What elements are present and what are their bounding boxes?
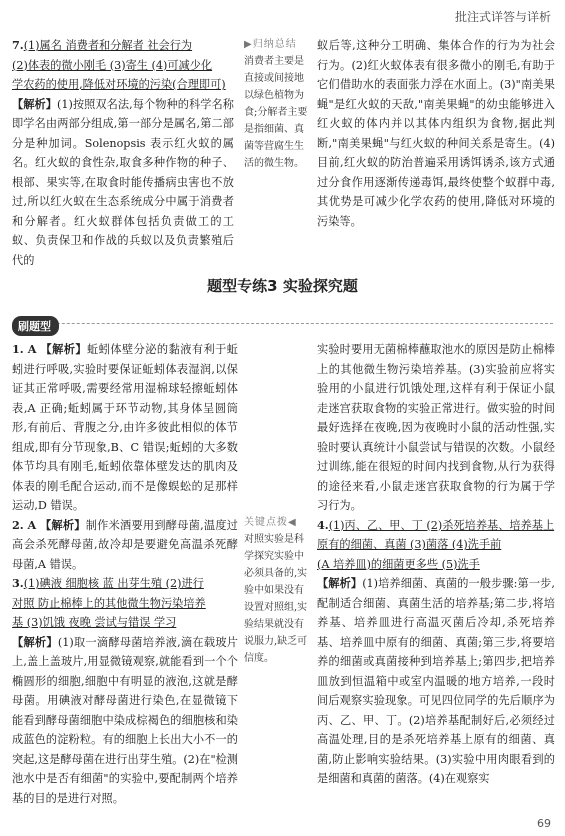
q7-continued — [317, 36, 555, 231]
q4-number: 4. — [317, 517, 329, 532]
q2-analysis-text: 制作米酒要用到酵母菌,温度过高会杀死酵母菌,故冷却是要避免高温杀死酵母菌,A 错误。 — [12, 518, 238, 571]
side-note-key-point-tag: 关键点拨◀ — [244, 517, 297, 528]
q3-analysis-label: 【解析】 — [12, 634, 58, 649]
q3-answer-line2: 对照 防止棉棒上的其他微生物污染培养 — [12, 596, 206, 610]
q7-answer-line1: (1)属名 消费者和分解者 社会行为 — [23, 39, 193, 52]
q2-answer: A — [27, 517, 37, 532]
running-head: 批注式详答与详析 — [454, 10, 551, 24]
side-note-key-point-text: 对照实验是科学探究实验中必须具备的,实验中如果没有设置对照组,实验结果就没有说服力,缺乏可信度。 — [244, 534, 308, 664]
q4-answer-line1: (1)丙、乙、甲、丁 (2)杀死培养基、培养基上 — [328, 518, 555, 532]
side-note-key-point — [244, 514, 308, 667]
q3-number: 3. — [12, 576, 24, 590]
side-note-summary — [244, 36, 308, 172]
side-note-summary-text: 消费者主要是直接或间接地以绿色植物为食;分解者主要是指细菌、真菌等营腐生生活的微生物。 — [244, 56, 308, 169]
q3-continued-text: 实验时要用无菌棉棒蘸取池水的原因是防止棉棒上的其他微生物污染培养基。(3)实验前应将实验用的小鼠进行饥饿处理,这样有利于保证小鼠走迷宫获取食物的实验正常进行。做实验的时间最好选择在夜晚,因为夜晚时小鼠的活动性强,实验时要认真统计小鼠尝试与错误的次数。小鼠经过训练,能在很短的时间内找到食物,从行为获得的途径来看,小鼠走迷宫获取食物的行为属于学习行为。 — [317, 343, 555, 512]
q4-answer-line2: 原有的细菌、真菌 (3)菌落 (4)洗手前 — [317, 538, 502, 551]
q7-answer-line2: (2)体表的微小刚毛 (3)寄生 (4)可减少化 — [12, 58, 213, 72]
side-note-summary-tag: ▶归纳总结 — [244, 39, 297, 50]
q1-analysis-text: 蚯蚓体壁分泌的黏液有利于蚯蚓进行呼吸,实验时要保证蚯蚓体表湿润,以保证其正常呼吸,需要经常用湿棉球轻擦蚯蚓体表,A 正确;蚯蚓属于环节动物,其身体呈圆筒形,有前后、背腹之分,由许多彼此相似的体节组成,即有分节现象,B、C 错误;蚯蚓的大多数体节均具有刚毛,蚯蚓依靠体壁发达的肌肉及体表的刚毛配合运动,而不是像蜈蚣的足那样运动,D 错误。 — [12, 343, 238, 512]
q2-number: 2. — [12, 517, 24, 532]
q3-analysis-text: (1)取一滴酵母菌培养液,滴在载玻片上,盖上盖玻片,用显微镜观察,就能看到一个个椭圆形的细胞,细胞中有明显的液泡,这就是酵母菌。用碘液对酵母菌进行染色,在显微镜下能看到酵母菌细胞中染成棕褐色的细胞核和染成蓝色的淀粉粒。有的细胞上长出大小不一的突起,这是酵母菌在进行出芽生殖。(2)在"检测池水中是否有细菌"的实验中,要配制两个培养基的目的是进行对照。 — [12, 635, 238, 805]
divider — [12, 323, 553, 324]
left-column-questions — [12, 340, 238, 808]
section-title: 题型专练3 实验探究题 — [207, 277, 358, 295]
q1-analysis-label: 【解析】 — [40, 342, 88, 356]
q1-number: 1. — [12, 342, 24, 356]
q4-analysis-text: (1)培养细菌、真菌的一般步骤:第一步,配制适合细菌、真菌生活的培养基;第二步,将培养基、培养皿进行高温灭菌后冷却,杀死培养基、培养皿中原有的细菌、真菌;第三步,将要培养的细菌或真菌接种到培养基上;第四步,把培养皿放到恒温箱中或室内温暖的地方培养,一段时间后观察实验现象。可见四位同学的先后顺序为丙、乙、甲、丁。(2)培养基配制好后,必须经过高温处理,目的是杀死培养基上原有的细菌、真菌,防止影响实验结果。(3)实验中用肉眼看到的是细菌和真菌的菌落。(4)在观察实 — [317, 577, 555, 785]
q4-analysis-label: 【解析】 — [317, 576, 363, 590]
q7-analysis-label: 【解析】 — [12, 96, 58, 111]
q7-number: 7. — [12, 38, 24, 52]
q3-answer-line3: 基 (3)饥饿 夜晚 尝试与错误 学习 — [12, 616, 177, 629]
q7-continued-text: 蚁后等,这种分工明确、集体合作的行为为社会行为。(2)红火蚁体表有很多微小的刚毛,有助于它们借助水的表面张力浮在水面上。(3)"南美果蝇"是红火蚁的天敌,"南美果蝇"的幼虫能够进入红火蚁的体内并以其体内组织为食物,据此判断,"南美果蝇"与红火蚁的种间关系是寄生。(4)目前,红火蚁的防治普遍采用诱饵诱杀,该方式通过分食作用逐渐传递毒饵,最终使整个蚁群中毒,其优势是可减少化学农药的使用,降低对环境的污染等。 — [317, 39, 555, 228]
right-column-questions — [317, 340, 555, 789]
q1-answer: A — [27, 342, 37, 356]
q3-answer-line1: (1)碘液 细胞核 蓝 出芽生殖 (2)进行 — [23, 577, 204, 590]
q7-answer-line3: 学农药的使用,降低对环境的污染(合理即可) — [12, 78, 226, 91]
page-number: 69 — [537, 817, 551, 830]
q4-answer-line3: (A 培养皿)的细菌更多些 (5)洗手 — [317, 557, 480, 571]
q7-block — [12, 36, 234, 270]
q2-analysis-label: 【解析】 — [40, 517, 86, 532]
section-badge: 刷题型 — [12, 316, 59, 336]
q7-analysis-text: (1)按照双名法,每个物种的科学名称即学名由两部分组成,第一部分是属名,第二部分是种加词。Solenopsis 表示红火蚁的属名。红火蚁的食性杂,取食多种作物的种子、根部、果实等,在取食时能传播病虫害也不放过,所以红火蚁在生态系统成分中属于消费者和分解者。红火蚁群体包括负责做工的工蚁、负责保卫和作战的兵蚁以及负责繁殖后代的 — [12, 97, 234, 267]
